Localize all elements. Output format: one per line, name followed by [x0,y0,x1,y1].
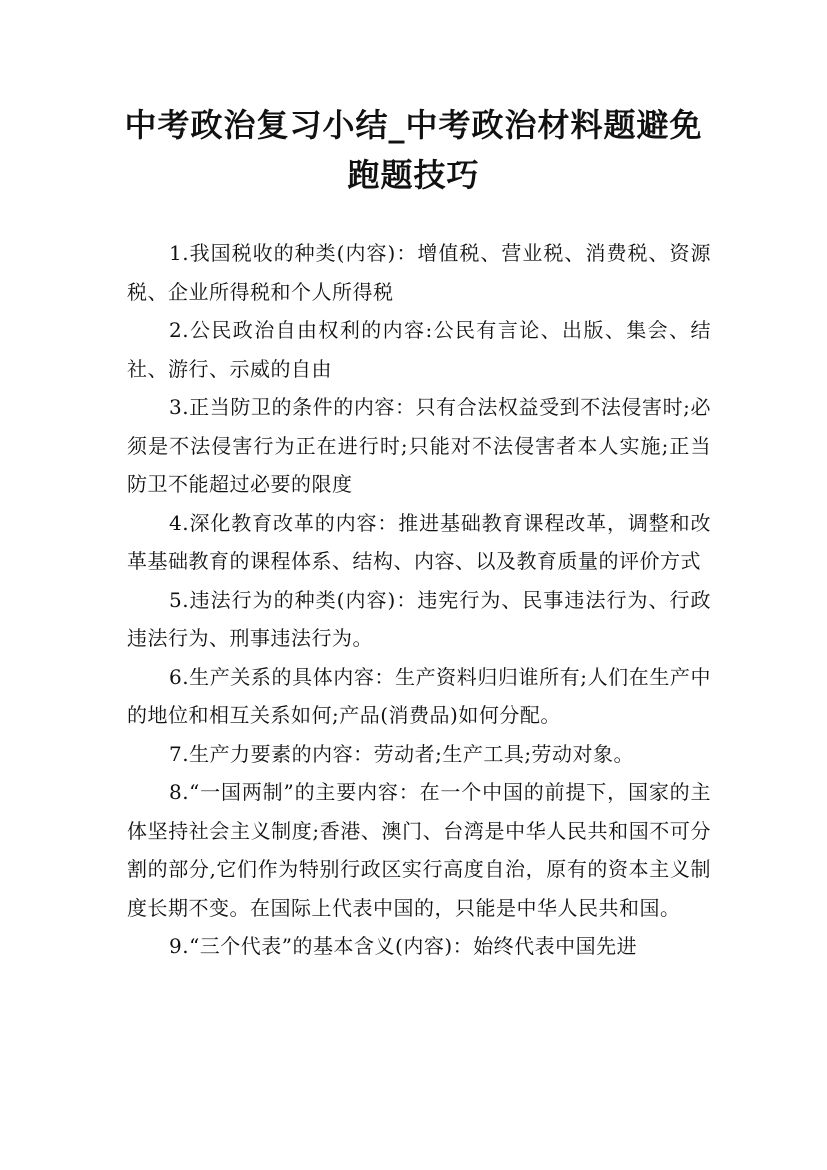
paragraph-1: 1.我国税收的种类(内容)：增值税、营业税、消费税、资源税、企业所得税和个人所得税 [127,241,711,304]
paragraph-2: 2.公民政治自由权利的内容:公民有言论、出版、集会、结社、游行、示威的自由 [127,318,711,381]
document-body [127,234,711,966]
paragraph-3: 3.正当防卫的条件的内容：只有合法权益受到不法侵害时;必须是不法侵害行为正在进行时;只能对不法侵害者本人实施;正当防卫不能超过必要的限度 [127,395,711,496]
paragraph-9: 9.“三个代表”的基本含义(内容)：始终代表中国先进 [169,934,638,958]
paragraph-5: 5.违法行为的种类(内容)：违宪行为、民事违法行为、行政违法行为、刑事违法行为。 [127,587,711,650]
paragraph-4: 4.深化教育改革的内容：推进基础教育课程改革，调整和改革基础教育的课程体系、结构、内容、以及教育质量的评价方式 [127,510,711,573]
paragraph-6: 6.生产关系的具体内容：生产资料归归谁所有;人们在生产中的地位和相互关系如何;产品(消费品)如何分配。 [127,664,711,727]
document-title: 中考政治复习小结_中考政治材料题避免跑题技巧 [124,106,703,194]
paragraph-7: 7.生产力要素的内容：劳动者;生产工具;劳动对象。 [169,741,635,766]
paragraph-8: 8.“一国两制”的主要内容：在一个中国的前提下，国家的主体坚持社会主义制度;香港、澳门、台湾是中华人民共和国不可分割的部分,它们作为特别行政区实行高度自治，原有的资本主义制度长期不变。在国际上代表中国的，只能是中华人民共和国。 [127,780,711,920]
